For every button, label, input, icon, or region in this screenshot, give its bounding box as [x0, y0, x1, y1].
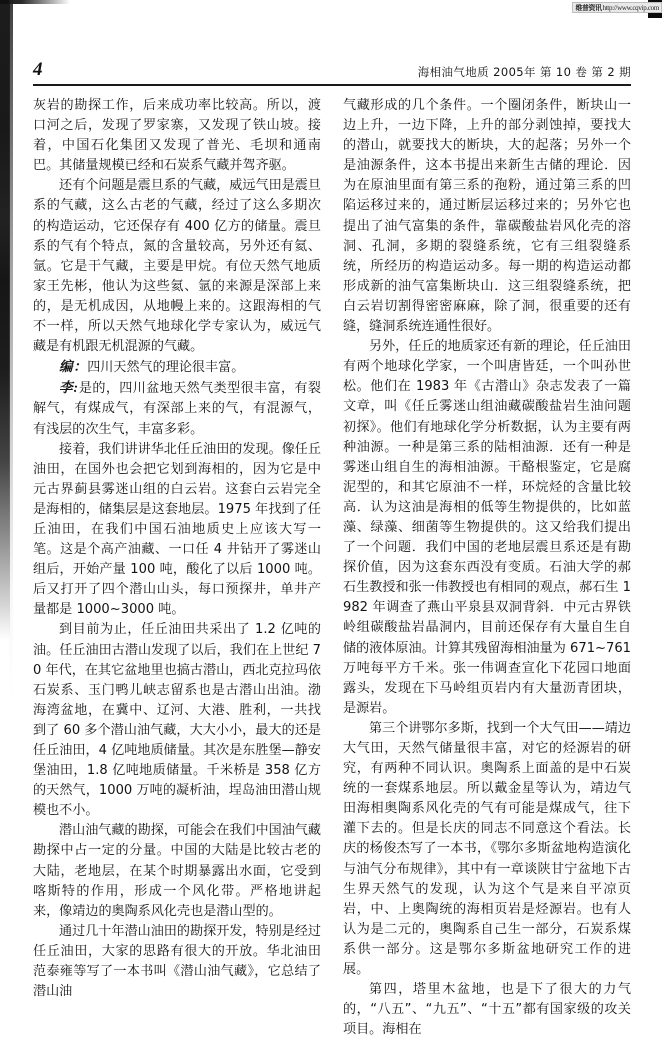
paragraph: 到目前为止，任丘油田共采出了 1.2 亿吨的油。任丘油田古潜山发现了以后，我们在上世纪 70 年代，在其它盆地里也搞古潜山，西北克拉玛依石炭系、玉门鸭儿峡志留系也是古潜山出油。渤海湾盆地，在冀中、辽河、大港、胜利，一共找到了 60 多个潜山油气藏，大大小小，最大的还是任丘油田，4 亿吨地质储量。其次是东胜堡—静安堡油田，1.8 亿吨地质储量。千米桥是 358 亿方的天然气，1000 万吨的凝析油，埕岛油田潜山规模也不小。: [33, 622, 321, 819]
qa-answer: [33, 378, 321, 439]
header-rule: [33, 84, 631, 86]
paragraph: 灰岩的勘探工作，后来成功率比较高。所以，渡口河之后，发现了罗家寨，又发现了铁山坡。接着，中国石化集团又发现了普光、毛坝和通南巴。其储量规模已经和石炭系气藏并驾齐驱。: [33, 98, 321, 174]
scan-artifact-left-edge-fade: [9, 0, 13, 700]
paragraph: 通过几十年潜山油田的勘探开发，特别是经过任丘油田，大家的思路有很大的开放。华北油田范泰雍等写了一本书叫《潜山油气藏》，它总结了潜山油: [33, 923, 321, 1000]
speaker-label: 编：: [59, 359, 88, 375]
qa-text: 是的，四川盆地天然气类型很丰富，有裂解气，有煤成气，有深部上来的气，有混源气，有浅层的次生气，丰富多彩。: [33, 381, 321, 437]
scan-artifact-top: [0, 0, 662, 4]
paragraph: 潜山油气藏的勘探，可能会在我们中国油气藏勘探中占一定的分量。中国的大陆是比较古老的大陆，老地层，在某个时期暴露出水面，它受到喀斯特的作用，形成一个风化带。严格地讲起来，像靖边的奥陶系风化壳也是潜山型的。: [33, 823, 321, 919]
running-head: [33, 54, 631, 80]
journal-citation-line: 海相油气地质 2005年 第 10 卷 第 2 期: [417, 64, 631, 79]
watermark-label: 维普资讯: [575, 3, 602, 12]
speaker-label: 李:: [59, 380, 79, 396]
paragraph: 第四，塔里木盆地，也是下了很大的力气的，“八五”、“九五”、“十五”都有国家级的攻关项目。海相在: [343, 982, 631, 1038]
paragraph: 第三个讲鄂尔多斯，找到一个大气田——靖边大气田，天然气储量很丰富，对它的烃源岩的研究，有两种不同认识。奥陶系上面盖的是中石炭统的一套煤系地层。所以戴金星等认为，靖边气田海相奥陶系风化壳的气有可能是煤成气，往下灌下去的。但是长庆的同志不同意这个看法。长庆的杨俊杰写了一本书，《鄂尔多斯盆地构造演化与油气分布规律》，其中有一章谈陕甘宁盆地下古生界天然气的发现，认为这个气是来自平凉页岩，中、上奥陶统的海相页岩是烃源岩。也有人认为是二元的，奥陶系自己生一部分，石炭系煤系供一部分。这是鄂尔多斯盆地研究工作的进展。: [343, 720, 631, 978]
paragraph: 还有个问题是震旦系的气藏，威远气田是震旦系的气藏，这么古老的气藏，经过了这么多期次的构造运动，它还保存有 400 亿方的储量。震旦系的气有个特点，氮的含量较高，另外还有氦、氩。它是干气藏，主要是甲烷。有位天然气地质家王先彬，他认为这些氦、氩的来源是深部上来的，是无机成因，从地幔上来的。这跟海相的气不一样，所以天然气地球化学专家认为，威远气藏是有机跟无机混源的气藏。: [33, 178, 321, 355]
qa-text: 四川天然气的理论很丰富。: [87, 360, 245, 376]
page-number: 4: [33, 59, 43, 80]
right-column: [343, 96, 631, 1040]
paragraph: 另外，任丘的地质家还有新的理论，任丘油田有两个地球化学家，一个叫唐皆廷，一个叫孙世松。他们在 1983 年《古潜山》杂志发表了一篇文章，叫《任丘雾迷山组油藏碳酸盐岩生油问题初探》。他们有地球化学分析数据，认为主要有两种油源。一种是第三系的陆相油源．还有一种是雾迷山组自生的海相油源。干酪根鉴定，它是腐泥型的，和其它原油不一样，环烷烃的含量比较高．认为这油是海相的低等生物提供的，比如蓝藻、绿藻、细菌等生物提供的。这又给我们提出了一个问题．我们中国的老地层震旦系还是有勘探价值，因为这套东西没有变质。石油大学的郝石生教授和张一伟教授也有相同的观点，郝石生 1982 年调查了燕山平泉县双洞背斜．中元古界铁岭组碳酸盐岩晶洞内，目前还保存有大量自生自储的液体原油。计算其残留海相油量为 671~761 万吨每平方千米。张一伟调查宣化下花园口地面露头，发现在下马岭组页岩内有大量沥青团块，是源岩。: [343, 339, 631, 716]
qa-question: [33, 357, 321, 378]
paragraph: 气藏形成的几个条件。一个圈闭条件，断块山一边上升，一边下降，上升的部分剥蚀掉，要找大的潜山，就要找大的断块，大的起落；另外一个是油源条件，这本书提出来新生古储的理论．因为在原油里面有第三系的孢粉，通过第三系的凹陷运移过来的，通过断层运移过来的；另外它也提出了油气富集的条件，靠碳酸盐岩风化壳的溶洞、孔洞，多期的裂缝系统，它有三组裂缝系统，所经历的构造运动多。每一期的构造运动都形成新的油气富集断块山．这三组裂缝系统，把白云岩切割得密密麻麻，除了洞，很重要的还有缝，缝洞系统连通性很好。: [343, 98, 631, 335]
watermark-url: http://www.cqvip.com: [602, 3, 659, 12]
paragraph: 接着，我们讲讲华北任丘油田的发现。像任丘油田，在国外也会把它划到海相的，因为它是中元古界蓟县雾迷山组的白云岩。这套白云岩完全是海相的，储集层是这套地层。1975 年找到了任丘油田，在我们中国石油地质史上应该大写一笔。这是个高产油藏、一口任 4 井钻开了雾迷山组后，开始产量 100 吨，酸化了以后 1000 吨。后又打开了四个潜山山头，每口预探井，单井产量都是 1000~3000 吨。: [33, 441, 321, 618]
two-column-body: [33, 96, 631, 1040]
watermark-badge: [572, 2, 662, 13]
left-column: [33, 96, 321, 1040]
